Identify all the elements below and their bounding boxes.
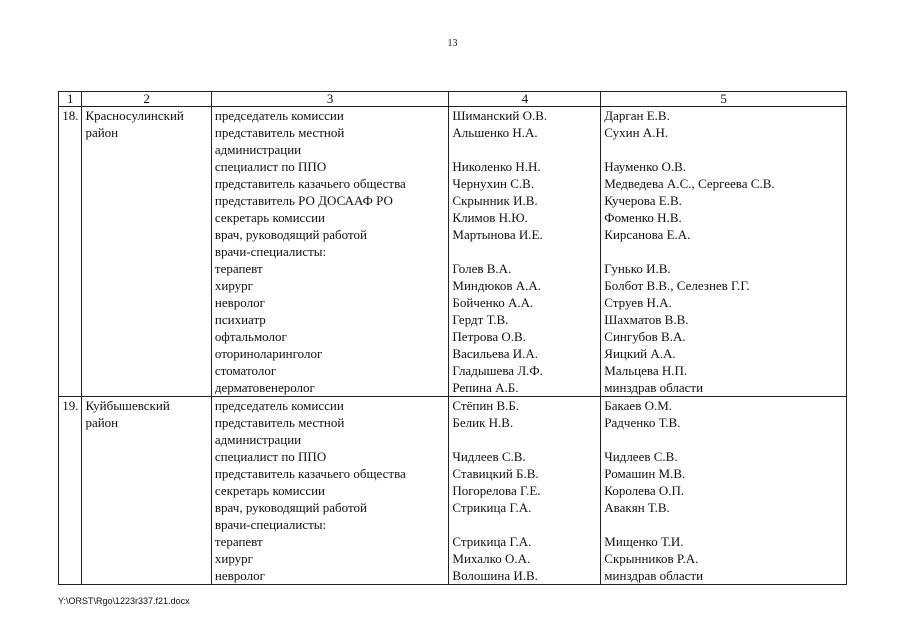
main-member: Васильева И.А. bbox=[452, 346, 539, 361]
reserve-member: Болбот В.В., Селезнев Г.Г. bbox=[604, 278, 750, 293]
commission-role: врачи-специалисты: bbox=[214, 517, 327, 532]
commission-role-cell bbox=[211, 107, 449, 397]
reserve-member: Скрынников Р.А. bbox=[604, 551, 699, 566]
main-member: Чидлеев С.В. bbox=[452, 449, 526, 464]
main-member: Стрикица Г.А. bbox=[452, 534, 532, 549]
main-member: Николенко Н.Н. bbox=[452, 159, 541, 174]
main-member-cell bbox=[449, 107, 601, 397]
reserve-member: Кирсанова Е.А. bbox=[604, 227, 691, 242]
file-path-footer: Y:\ORST\Rgo\1223r337.f21.docx bbox=[58, 596, 190, 606]
reserve-member bbox=[604, 516, 843, 533]
commission-role: администрации bbox=[214, 142, 302, 157]
commission-role: специалист по ППО bbox=[214, 159, 327, 174]
main-member bbox=[452, 243, 597, 260]
commission-role: председатель комиссии bbox=[214, 108, 344, 123]
table-row bbox=[59, 107, 847, 397]
main-member: Репина А.Б. bbox=[452, 380, 519, 395]
commission-role: представитель казачьего общества bbox=[214, 466, 406, 481]
commission-role: врач, руководящий работой bbox=[214, 227, 367, 242]
main-member: Волошина И.В. bbox=[452, 568, 538, 583]
commission-table bbox=[58, 91, 847, 585]
reserve-member-cell bbox=[601, 397, 847, 585]
reserve-member: Радченко Т.В. bbox=[604, 415, 681, 430]
main-member: Ставицкий Б.В. bbox=[452, 466, 539, 481]
main-member bbox=[452, 141, 597, 158]
header-cell-1: 1 bbox=[59, 92, 82, 107]
reserve-member: Науменко О.В. bbox=[604, 159, 687, 174]
main-member: Голев В.А. bbox=[452, 261, 512, 276]
district-name: район bbox=[85, 415, 119, 430]
reserve-member: Авакян Т.В. bbox=[604, 500, 670, 515]
main-member: Альшенко Н.А. bbox=[452, 125, 538, 140]
reserve-member: Бакаев О.М. bbox=[604, 398, 673, 413]
main-member: Петрова О.В. bbox=[452, 329, 526, 344]
table-row bbox=[59, 397, 847, 585]
reserve-member bbox=[604, 141, 843, 158]
commission-role: председатель комиссии bbox=[214, 398, 344, 413]
reserve-member: Сухин А.Н. bbox=[604, 125, 669, 140]
reserve-member: Королева О.П. bbox=[604, 483, 685, 498]
commission-role: невролог bbox=[214, 568, 265, 583]
main-member: Шиманский О.В. bbox=[452, 108, 548, 123]
main-member: Бойченко А.А. bbox=[452, 295, 534, 310]
commission-role: психиатр bbox=[214, 312, 266, 327]
main-member bbox=[452, 431, 597, 448]
reserve-member: Мальцева Н.П. bbox=[604, 363, 688, 378]
commission-role: невролог bbox=[214, 295, 265, 310]
header-cell-5: 5 bbox=[601, 92, 847, 107]
page-number: 13 bbox=[447, 38, 458, 49]
reserve-member: Дарган Е.В. bbox=[604, 108, 670, 123]
commission-role: хирург bbox=[214, 551, 254, 566]
commission-role: представитель казачьего общества bbox=[214, 176, 406, 191]
commission-role: врач, руководящий работой bbox=[214, 500, 367, 515]
main-member: Погорелова Г.Е. bbox=[452, 483, 541, 498]
reserve-member: Струев Н.А. bbox=[604, 295, 672, 310]
header-cell-4: 4 bbox=[449, 92, 601, 107]
main-member: Климов Н.Ю. bbox=[452, 210, 528, 225]
commission-role: представитель местной bbox=[214, 125, 345, 140]
reserve-member bbox=[604, 431, 843, 448]
reserve-member: Шахматов В.В. bbox=[604, 312, 689, 327]
commission-role: врачи-специалисты: bbox=[214, 244, 327, 259]
commission-role: оториноларинголог bbox=[214, 346, 323, 361]
commission-role: дерматовенеролог bbox=[214, 380, 315, 395]
reserve-member-cell bbox=[601, 107, 847, 397]
district-name: Куйбышевский bbox=[85, 398, 170, 413]
commission-role: стоматолог bbox=[214, 363, 277, 378]
row-number: 18. bbox=[59, 107, 82, 397]
main-member: Михалко О.А. bbox=[452, 551, 531, 566]
district-name-cell bbox=[82, 397, 211, 585]
commission-role: секретарь комиссии bbox=[214, 210, 326, 225]
reserve-member: Сингубов В.А. bbox=[604, 329, 686, 344]
reserve-member: Яицкий А.А. bbox=[604, 346, 676, 361]
district-name-cell bbox=[82, 107, 211, 397]
reserve-member: Медведева А.С., Сергеева С.В. bbox=[604, 176, 775, 191]
reserve-member bbox=[604, 243, 843, 260]
commission-role: терапевт bbox=[214, 261, 263, 276]
district-name: Красносулинский bbox=[85, 108, 184, 123]
commission-role: специалист по ППО bbox=[214, 449, 327, 464]
row-number: 19. bbox=[59, 397, 82, 585]
main-member: Мартынова И.Е. bbox=[452, 227, 543, 242]
commission-role: офтальмолог bbox=[214, 329, 287, 344]
main-member: Стрикица Г.А. bbox=[452, 500, 532, 515]
commission-role: представитель РО ДОСААФ РО bbox=[214, 193, 393, 208]
main-member: Чернухин С.В. bbox=[452, 176, 535, 191]
main-member: Миндюков А.А. bbox=[452, 278, 542, 293]
header-cell-3: 3 bbox=[211, 92, 449, 107]
main-member-cell bbox=[449, 397, 601, 585]
commission-role-cell bbox=[211, 397, 449, 585]
main-member: Белик Н.В. bbox=[452, 415, 514, 430]
commission-role: секретарь комиссии bbox=[214, 483, 326, 498]
commission-role: терапевт bbox=[214, 534, 263, 549]
reserve-member: Ромашин М.В. bbox=[604, 466, 686, 481]
reserve-member: Кучерова Е.В. bbox=[604, 193, 682, 208]
commission-role: хирург bbox=[214, 278, 254, 293]
district-name: район bbox=[85, 125, 119, 140]
main-member: Стёпин В.Б. bbox=[452, 398, 520, 413]
reserve-member: Чидлеев С.В. bbox=[604, 449, 678, 464]
commission-role: администрации bbox=[214, 432, 302, 447]
reserve-member: минздрав области bbox=[604, 568, 704, 583]
main-member: Гердт Т.В. bbox=[452, 312, 509, 327]
header-row bbox=[59, 92, 847, 107]
reserve-member: минздрав области bbox=[604, 380, 704, 395]
reserve-member: Фоменко Н.В. bbox=[604, 210, 682, 225]
reserve-member: Гунько И.В. bbox=[604, 261, 671, 276]
header-cell-2: 2 bbox=[82, 92, 211, 107]
reserve-member: Мищенко Т.И. bbox=[604, 534, 684, 549]
main-member bbox=[452, 516, 597, 533]
main-member: Скрынник И.В. bbox=[452, 193, 538, 208]
main-member: Гладышева Л.Ф. bbox=[452, 363, 543, 378]
commission-role: представитель местной bbox=[214, 415, 345, 430]
